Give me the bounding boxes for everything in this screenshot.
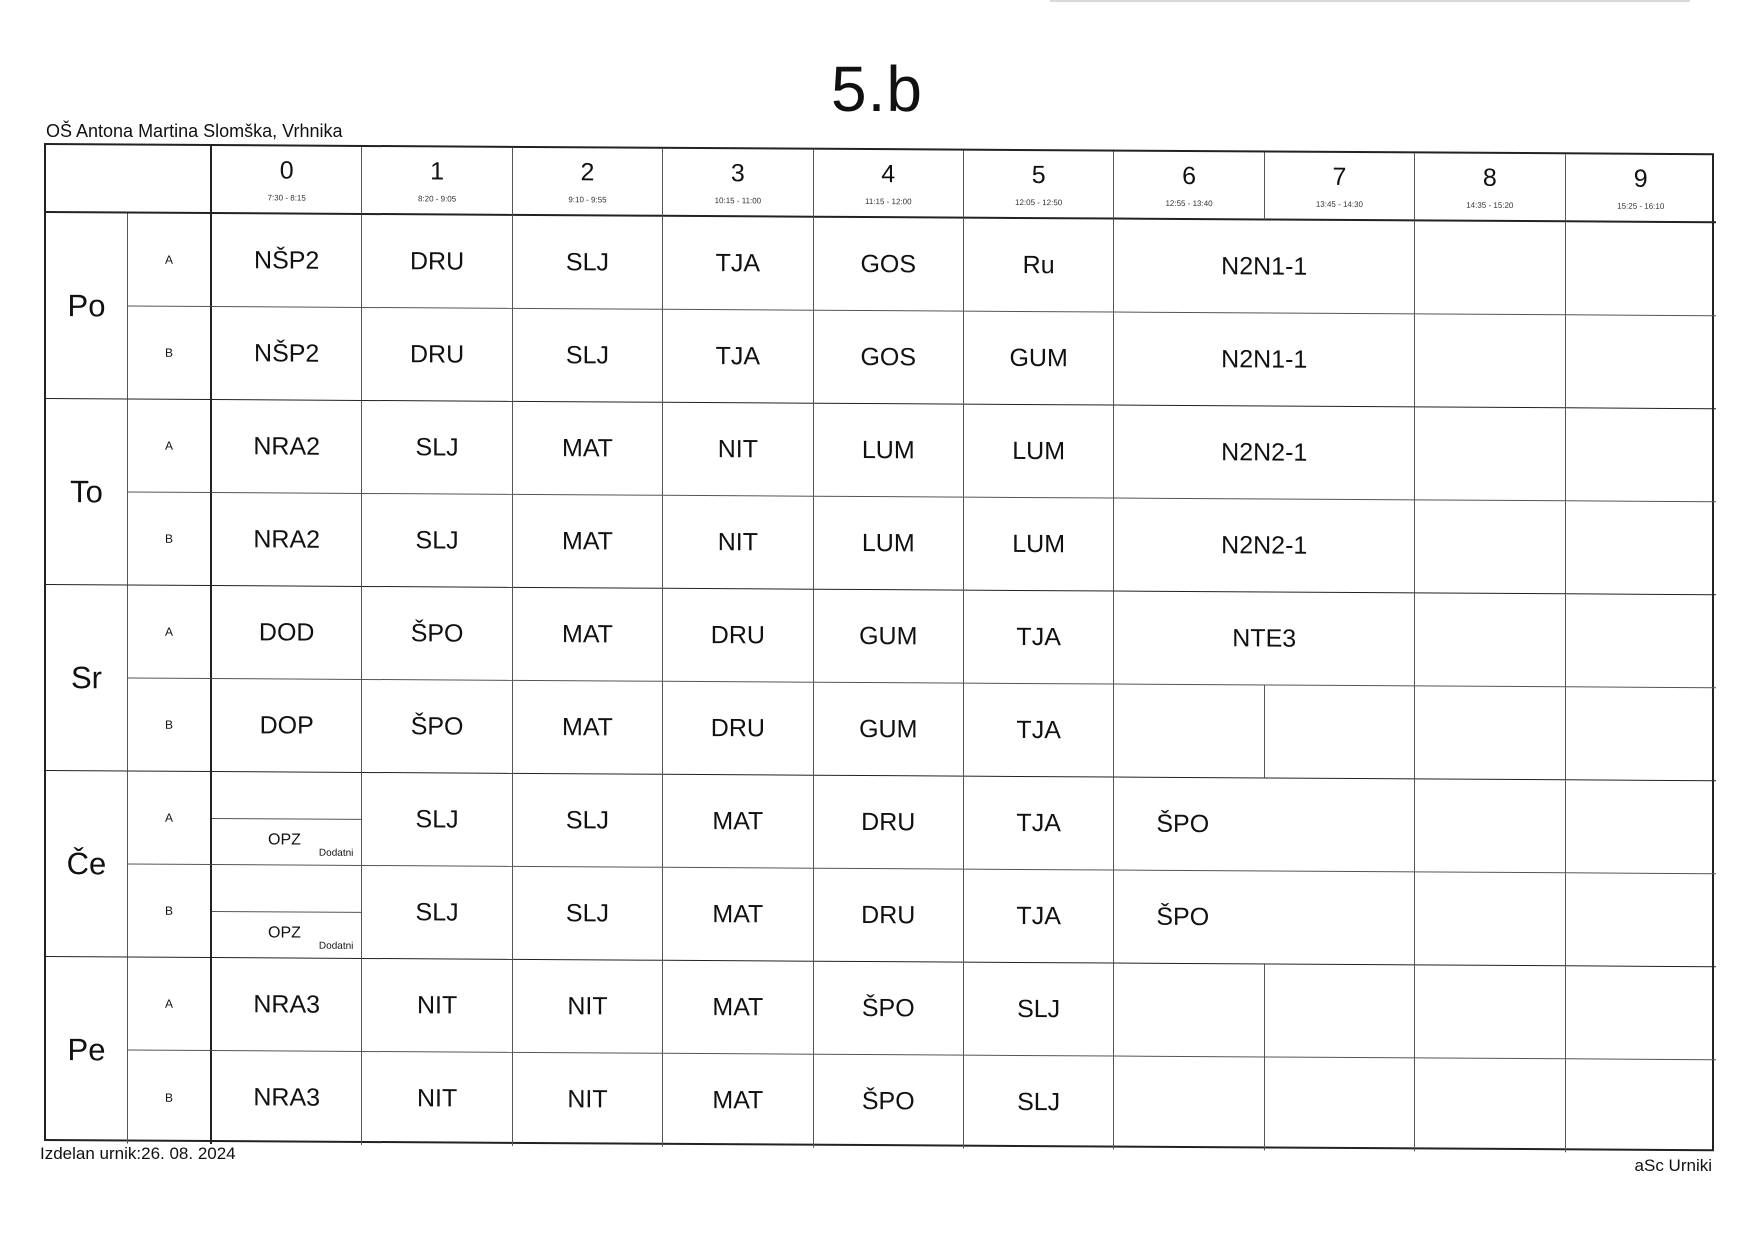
page-title: 5.b — [831, 53, 923, 125]
period-number: 9 — [1633, 164, 1648, 193]
lesson-cell: NRA2 — [212, 400, 362, 494]
software-credit: aSc Urniki — [1634, 1156, 1712, 1175]
lesson-cell: NIT — [513, 960, 663, 1054]
period-time: 7:30 - 8:15 — [267, 193, 306, 203]
empty-cell — [1114, 1057, 1264, 1151]
group-label: B — [128, 493, 212, 587]
lesson-cell: GOS — [814, 218, 964, 312]
day-label: Sr — [46, 585, 128, 772]
period-time: 8:20 - 9:05 — [417, 194, 457, 204]
lesson-cell: NIT — [362, 959, 512, 1053]
lesson-cell-double: N2N2-1 — [1114, 406, 1415, 501]
corner-cell — [46, 145, 212, 214]
lesson-cell: LUM — [814, 497, 964, 591]
group-label: B — [128, 865, 212, 959]
empty-half — [212, 772, 361, 819]
lesson-cell: MAT — [663, 961, 813, 1055]
period-header — [1566, 154, 1716, 223]
day-label: Če — [46, 771, 128, 958]
elective-note: Dodatni — [318, 940, 354, 952]
lesson-cell: ŠPO — [362, 587, 512, 681]
lesson-cell: DRU — [362, 308, 512, 402]
empty-cell — [1566, 501, 1716, 595]
lesson-cell-double: NTE3 — [1114, 592, 1415, 687]
empty-cell — [1114, 964, 1264, 1058]
lesson-cell: TJA — [663, 217, 813, 311]
lesson-cell: MAT — [663, 868, 813, 962]
period-number: 4 — [881, 160, 896, 189]
empty-cell — [1566, 873, 1716, 967]
lesson-cell: NIT — [513, 1053, 663, 1147]
lesson-cell: DRU — [814, 776, 964, 870]
lesson-cell: GUM — [814, 683, 964, 777]
group-label: A — [128, 958, 212, 1052]
lesson-cell: TJA — [964, 870, 1114, 964]
period-number: 8 — [1482, 163, 1497, 192]
scan-edge-line — [1050, 0, 1690, 2]
lesson-cell-double: ŠPO — [1114, 871, 1415, 966]
lesson-cell: MAT — [663, 1054, 813, 1148]
split-lesson-cell — [212, 772, 362, 866]
lesson-cell: GUM — [814, 590, 964, 684]
empty-cell — [1265, 964, 1415, 1058]
timetable-grid — [44, 143, 1714, 1151]
lesson-cell: SLJ — [513, 216, 663, 310]
lesson-cell-double: N2N1-1 — [1114, 313, 1415, 408]
lesson-cell: TJA — [964, 684, 1114, 778]
lesson-cell: NRA2 — [212, 493, 362, 587]
period-header — [1415, 153, 1565, 222]
empty-cell — [1566, 222, 1716, 316]
lesson-cell: SLJ — [513, 867, 663, 961]
lesson-cell: MAT — [513, 588, 663, 682]
lesson-cell: DOD — [212, 586, 362, 680]
period-time: 13:45 - 14:30 — [1315, 199, 1363, 210]
lesson-cell-double: ŠPO — [1114, 778, 1415, 873]
lesson-cell: SLJ — [362, 866, 512, 960]
empty-cell — [1415, 314, 1565, 408]
empty-cell — [1415, 1058, 1565, 1152]
lesson-cell: ŠPO — [814, 962, 964, 1056]
lesson-cell: SLJ — [964, 963, 1114, 1057]
lesson-cell: ŠPO — [362, 680, 512, 774]
lesson-cell: LUM — [814, 404, 964, 498]
period-time: 12:55 - 13:40 — [1165, 198, 1213, 209]
period-header — [663, 149, 813, 218]
period-time: 9:10 - 9:55 — [568, 195, 607, 205]
lesson-cell: GUM — [964, 312, 1114, 406]
empty-cell — [1265, 1057, 1415, 1151]
lesson-cell: SLJ — [964, 1056, 1114, 1150]
lesson-cell: SLJ — [513, 774, 663, 868]
lesson-cell: NŠP2 — [212, 214, 362, 308]
lesson-cell: MAT — [513, 402, 663, 496]
period-time: 14:35 - 15:20 — [1466, 200, 1514, 210]
lesson-cell: GOS — [814, 311, 964, 405]
lesson-cell: NRA3 — [212, 958, 362, 1052]
empty-cell — [1566, 687, 1716, 781]
empty-cell — [1415, 593, 1565, 687]
period-time: 15:25 - 16:10 — [1617, 201, 1665, 211]
lesson-cell: SLJ — [362, 401, 512, 495]
empty-half — [212, 865, 361, 912]
period-number: 1 — [430, 157, 445, 186]
lesson-cell: SLJ — [362, 773, 512, 867]
period-header — [814, 150, 964, 219]
day-label: Po — [46, 213, 128, 400]
empty-cell — [1415, 965, 1565, 1059]
school-name: OŠ Antona Martina Slomška, Vrhnika — [46, 121, 343, 141]
empty-cell — [1415, 221, 1565, 315]
elective-subject: OPZ — [268, 923, 301, 942]
group-label: A — [128, 772, 212, 866]
period-time: 10:15 - 11:00 — [714, 196, 762, 206]
empty-cell — [1566, 1059, 1716, 1153]
period-header — [964, 151, 1114, 220]
empty-cell — [1114, 685, 1264, 779]
empty-cell — [1265, 685, 1415, 779]
lesson-cell: Ru — [964, 219, 1114, 313]
period-number: 5 — [1031, 161, 1046, 190]
lesson-cell: NIT — [362, 1052, 512, 1146]
empty-cell — [1415, 407, 1565, 501]
lesson-cell: TJA — [663, 310, 813, 404]
lesson-cell: SLJ — [513, 309, 663, 403]
period-number: 0 — [279, 156, 294, 185]
lesson-cell: SLJ — [362, 494, 512, 588]
lesson-cell-double: N2N1-1 — [1114, 220, 1415, 315]
period-number: 7 — [1332, 162, 1347, 191]
day-label: Pe — [46, 957, 128, 1144]
period-time: 12:05 - 12:50 — [1015, 197, 1063, 208]
lesson-cell: DRU — [814, 869, 964, 963]
lesson-cell: MAT — [513, 495, 663, 589]
period-number: 6 — [1182, 161, 1196, 191]
group-label: B — [128, 307, 212, 401]
lesson-cell: LUM — [964, 498, 1114, 592]
lesson-cell: NIT — [663, 496, 813, 590]
elective-half — [212, 819, 361, 865]
period-time: 11:15 - 12:00 — [864, 197, 912, 207]
lesson-cell: TJA — [964, 591, 1114, 685]
period-number: 2 — [580, 158, 595, 187]
group-label: A — [128, 214, 212, 308]
created-date: Izdelan urnik:26. 08. 2024 — [40, 1144, 236, 1163]
lesson-cell: TJA — [964, 777, 1114, 871]
group-label: B — [128, 1051, 212, 1145]
lesson-cell: DOP — [212, 679, 362, 773]
elective-half — [212, 912, 361, 958]
empty-cell — [1566, 780, 1716, 874]
empty-cell — [1566, 408, 1716, 502]
lesson-cell: NŠP2 — [212, 307, 362, 401]
empty-cell — [1415, 779, 1565, 873]
empty-cell — [1415, 686, 1565, 780]
day-label: To — [46, 399, 128, 586]
period-header — [513, 148, 663, 217]
lesson-cell: DRU — [663, 682, 813, 776]
empty-cell — [1566, 594, 1716, 688]
period-header — [212, 146, 362, 215]
empty-cell — [1566, 315, 1716, 409]
lesson-cell: ŠPO — [814, 1055, 964, 1149]
period-number: 3 — [730, 159, 745, 188]
lesson-cell-double: N2N2-1 — [1114, 499, 1415, 594]
period-header — [1265, 152, 1415, 221]
lesson-cell: LUM — [964, 405, 1114, 499]
empty-cell — [1415, 872, 1565, 966]
group-label: B — [128, 679, 212, 773]
lesson-cell: MAT — [663, 775, 813, 869]
lesson-cell: NRA3 — [212, 1051, 362, 1145]
lesson-cell: DRU — [663, 589, 813, 683]
lesson-cell: NIT — [663, 403, 813, 497]
elective-note: Dodatni — [318, 847, 354, 859]
lesson-cell: DRU — [362, 215, 512, 309]
lesson-cell: MAT — [513, 681, 663, 775]
period-header — [362, 147, 512, 216]
empty-cell — [1566, 966, 1716, 1060]
split-lesson-cell — [212, 865, 362, 959]
period-header — [1114, 152, 1264, 221]
empty-cell — [1415, 500, 1565, 594]
elective-subject: OPZ — [268, 830, 301, 849]
group-label: A — [128, 400, 212, 494]
group-label: A — [128, 586, 212, 680]
